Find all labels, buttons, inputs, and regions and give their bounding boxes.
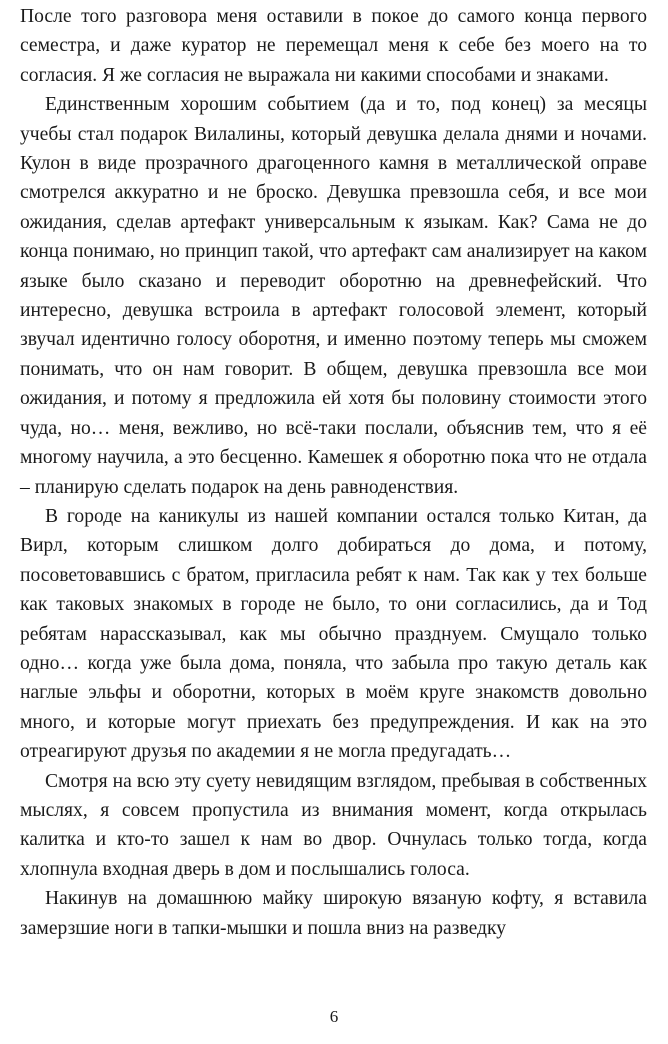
paragraph-2: Единственным хорошим событием (да и то, под конец) за месяцы учебы стал подарок Вилалины, который девушка делала днями и ночами. Кулон в виде прозрачного драгоценного камня в металлической оправе смотрелся аккуратно и не броско. Девушка превзошла себя, и все мои ожидания, сделав артефакт универсальным к языкам. Как? Сама не до конца понимаю, но принцип такой, что артефакт сам анализирует на каком языке было сказано и переводит оборотню на древнефейский. Что интересно, девушка встроила в артефакт голосовой элемент, который звучал идентично голосу оборотня, и именно поэтому теперь мы сможем понимать, что он нам говорит. В общем, девушка превзошла все мои ожидания, и потому я предложила ей хотя бы половину стоимости этого чуда, но… меня, вежливо, но всё-таки послали, объяснив тем, что я её многому научила, а это бесценно. Камешек я оборотню пока что не отдала – планирую сделать подарок на день равноденствия. <box>20 94 647 498</box>
paragraph-1: После того разговора меня оставили в покое до самого конца первого семестра, и даже куратор не перемещал меня к себе без моего на то согласия. Я же согласия не выражала ни какими способами и знаками. <box>20 6 647 86</box>
page-body <box>20 2 647 943</box>
paragraph-5: Накинув на домашнюю майку широкую вязаную кофту, я вставила замерзшие ноги в тапки-мышки и пошла вниз на разведку <box>20 888 647 939</box>
paragraph-3: В городе на каникулы из нашей компании остался только Китан, да Вирл, которым слишком долго добираться до дома, и потому, посоветовавшись с братом, пригласила ребят к нам. Так как у тех больше как таковых знакомых в городе не было, то они согласились, да и Тод ребятам нарассказывал, как мы обычно празднуем. Смущало только одно… когда уже была дома, поняла, что забыла про такую деталь как наглые эльфы и оборотни, которых в моём круге знакомств довольно много, и которые могут приехать без предупреждения. И как на это отреагируют друзья по академии я не могла предугадать… <box>20 505 647 763</box>
paragraph-4: Смотря на всю эту суету невидящим взглядом, пребывая в собственных мыслях, я совсем пропустила из внимания момент, когда открылась калитка и кто-то зашел к нам во двор. Очнулась только тогда, когда хлопнула входная дверь в дом и послышались голоса. <box>20 770 647 880</box>
page-number: 6 <box>329 1007 339 1026</box>
